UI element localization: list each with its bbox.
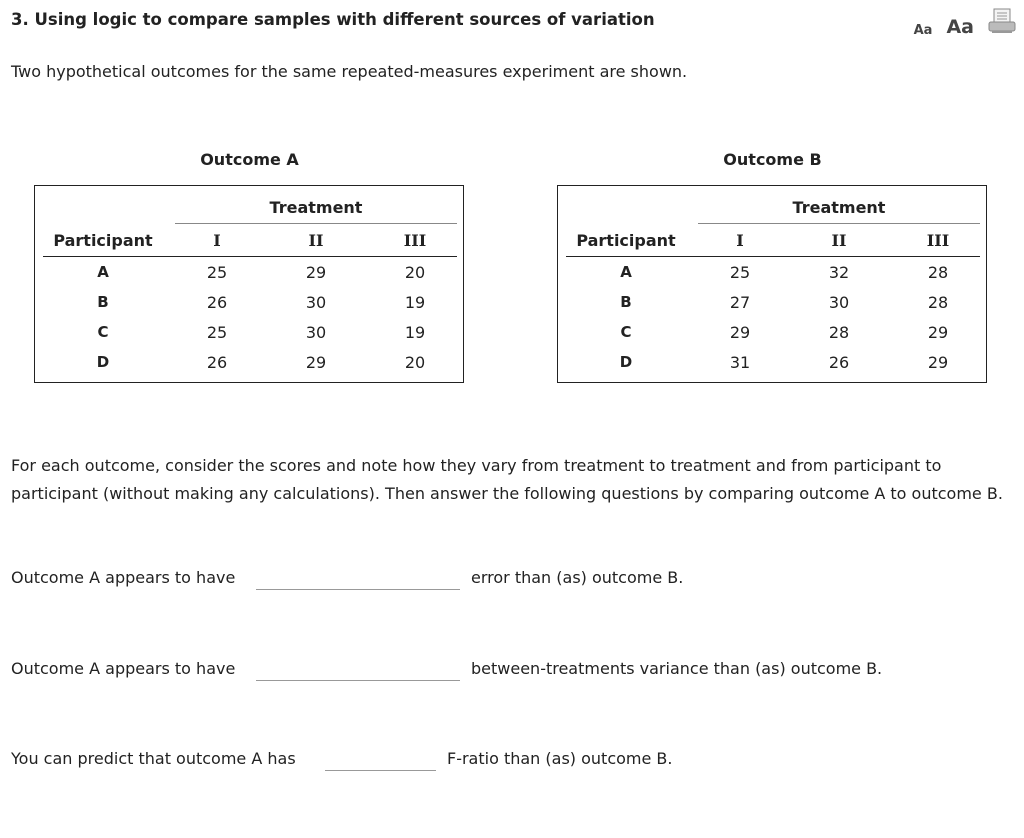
participant-header: Participant bbox=[576, 231, 676, 250]
column-header: III bbox=[926, 231, 950, 250]
column-header: I bbox=[736, 231, 744, 250]
column-header: I bbox=[213, 231, 221, 250]
column-header: III bbox=[403, 231, 427, 250]
question-1-dropdown[interactable] bbox=[256, 589, 460, 590]
score-cell: 29 bbox=[305, 353, 327, 372]
participant-cell: B bbox=[97, 293, 109, 311]
font-size-large-button[interactable]: Aa bbox=[946, 16, 974, 38]
score-cell: 25 bbox=[729, 263, 751, 282]
score-cell: 19 bbox=[404, 293, 426, 312]
score-cell: 29 bbox=[927, 323, 949, 342]
score-cell: 30 bbox=[305, 293, 327, 312]
question-2-suffix: between-treatments variance than (as) outcome B. bbox=[471, 659, 883, 678]
score-cell: 29 bbox=[927, 353, 949, 372]
outcome-a-table bbox=[34, 185, 464, 383]
score-cell: 26 bbox=[206, 293, 228, 312]
treatment-header: Treatment bbox=[269, 198, 363, 217]
score-cell: 32 bbox=[828, 263, 850, 282]
score-cell: 31 bbox=[729, 353, 751, 372]
score-cell: 29 bbox=[305, 263, 327, 282]
score-cell: 28 bbox=[927, 263, 949, 282]
treatment-header: Treatment bbox=[792, 198, 886, 217]
font-size-small-button[interactable]: Aa bbox=[913, 23, 933, 38]
question-3-prefix: You can predict that outcome A has bbox=[11, 749, 296, 768]
intro-text: Two hypothetical outcomes for the same repeated-measures experiment are shown. bbox=[11, 62, 688, 81]
score-cell: 29 bbox=[729, 323, 751, 342]
outcome-a-label: Outcome A bbox=[200, 150, 299, 169]
question-3-suffix: F-ratio than (as) outcome B. bbox=[447, 749, 673, 768]
participant-cell: A bbox=[620, 263, 632, 281]
score-cell: 27 bbox=[729, 293, 751, 312]
score-cell: 25 bbox=[206, 263, 228, 282]
score-cell: 19 bbox=[404, 323, 426, 342]
question-1-prefix: Outcome A appears to have bbox=[11, 568, 236, 587]
participant-cell: C bbox=[620, 323, 632, 341]
toolbar bbox=[914, 8, 1016, 38]
print-icon bbox=[988, 8, 1016, 34]
score-cell: 30 bbox=[828, 293, 850, 312]
participant-cell: C bbox=[97, 323, 109, 341]
question-title: 3. Using logic to compare samples with different sources of variation bbox=[11, 10, 655, 29]
column-header: II bbox=[831, 231, 847, 250]
column-header: II bbox=[308, 231, 324, 250]
participant-cell: D bbox=[96, 353, 110, 371]
score-cell: 28 bbox=[828, 323, 850, 342]
participant-cell: A bbox=[97, 263, 109, 281]
score-cell: 26 bbox=[828, 353, 850, 372]
question-2-dropdown[interactable] bbox=[256, 680, 460, 681]
participant-header: Participant bbox=[53, 231, 153, 250]
score-cell: 20 bbox=[404, 353, 426, 372]
participant-cell: D bbox=[619, 353, 633, 371]
instructions-text: For each outcome, consider the scores and note how they vary from treatment to treatment and from participant to participant (without making any calculations). Then answer the following questions by comparing outcome A to outcome B. bbox=[11, 456, 1003, 503]
outcome-b-table bbox=[557, 185, 987, 383]
question-2-prefix: Outcome A appears to have bbox=[11, 659, 236, 678]
score-cell: 20 bbox=[404, 263, 426, 282]
question-1-suffix: error than (as) outcome B. bbox=[471, 568, 684, 587]
score-cell: 26 bbox=[206, 353, 228, 372]
participant-cell: B bbox=[620, 293, 632, 311]
outcome-b-label: Outcome B bbox=[723, 150, 822, 169]
print-button[interactable] bbox=[988, 8, 1016, 38]
score-cell: 30 bbox=[305, 323, 327, 342]
score-cell: 28 bbox=[927, 293, 949, 312]
question-3-dropdown[interactable] bbox=[325, 770, 436, 771]
score-cell: 25 bbox=[206, 323, 228, 342]
